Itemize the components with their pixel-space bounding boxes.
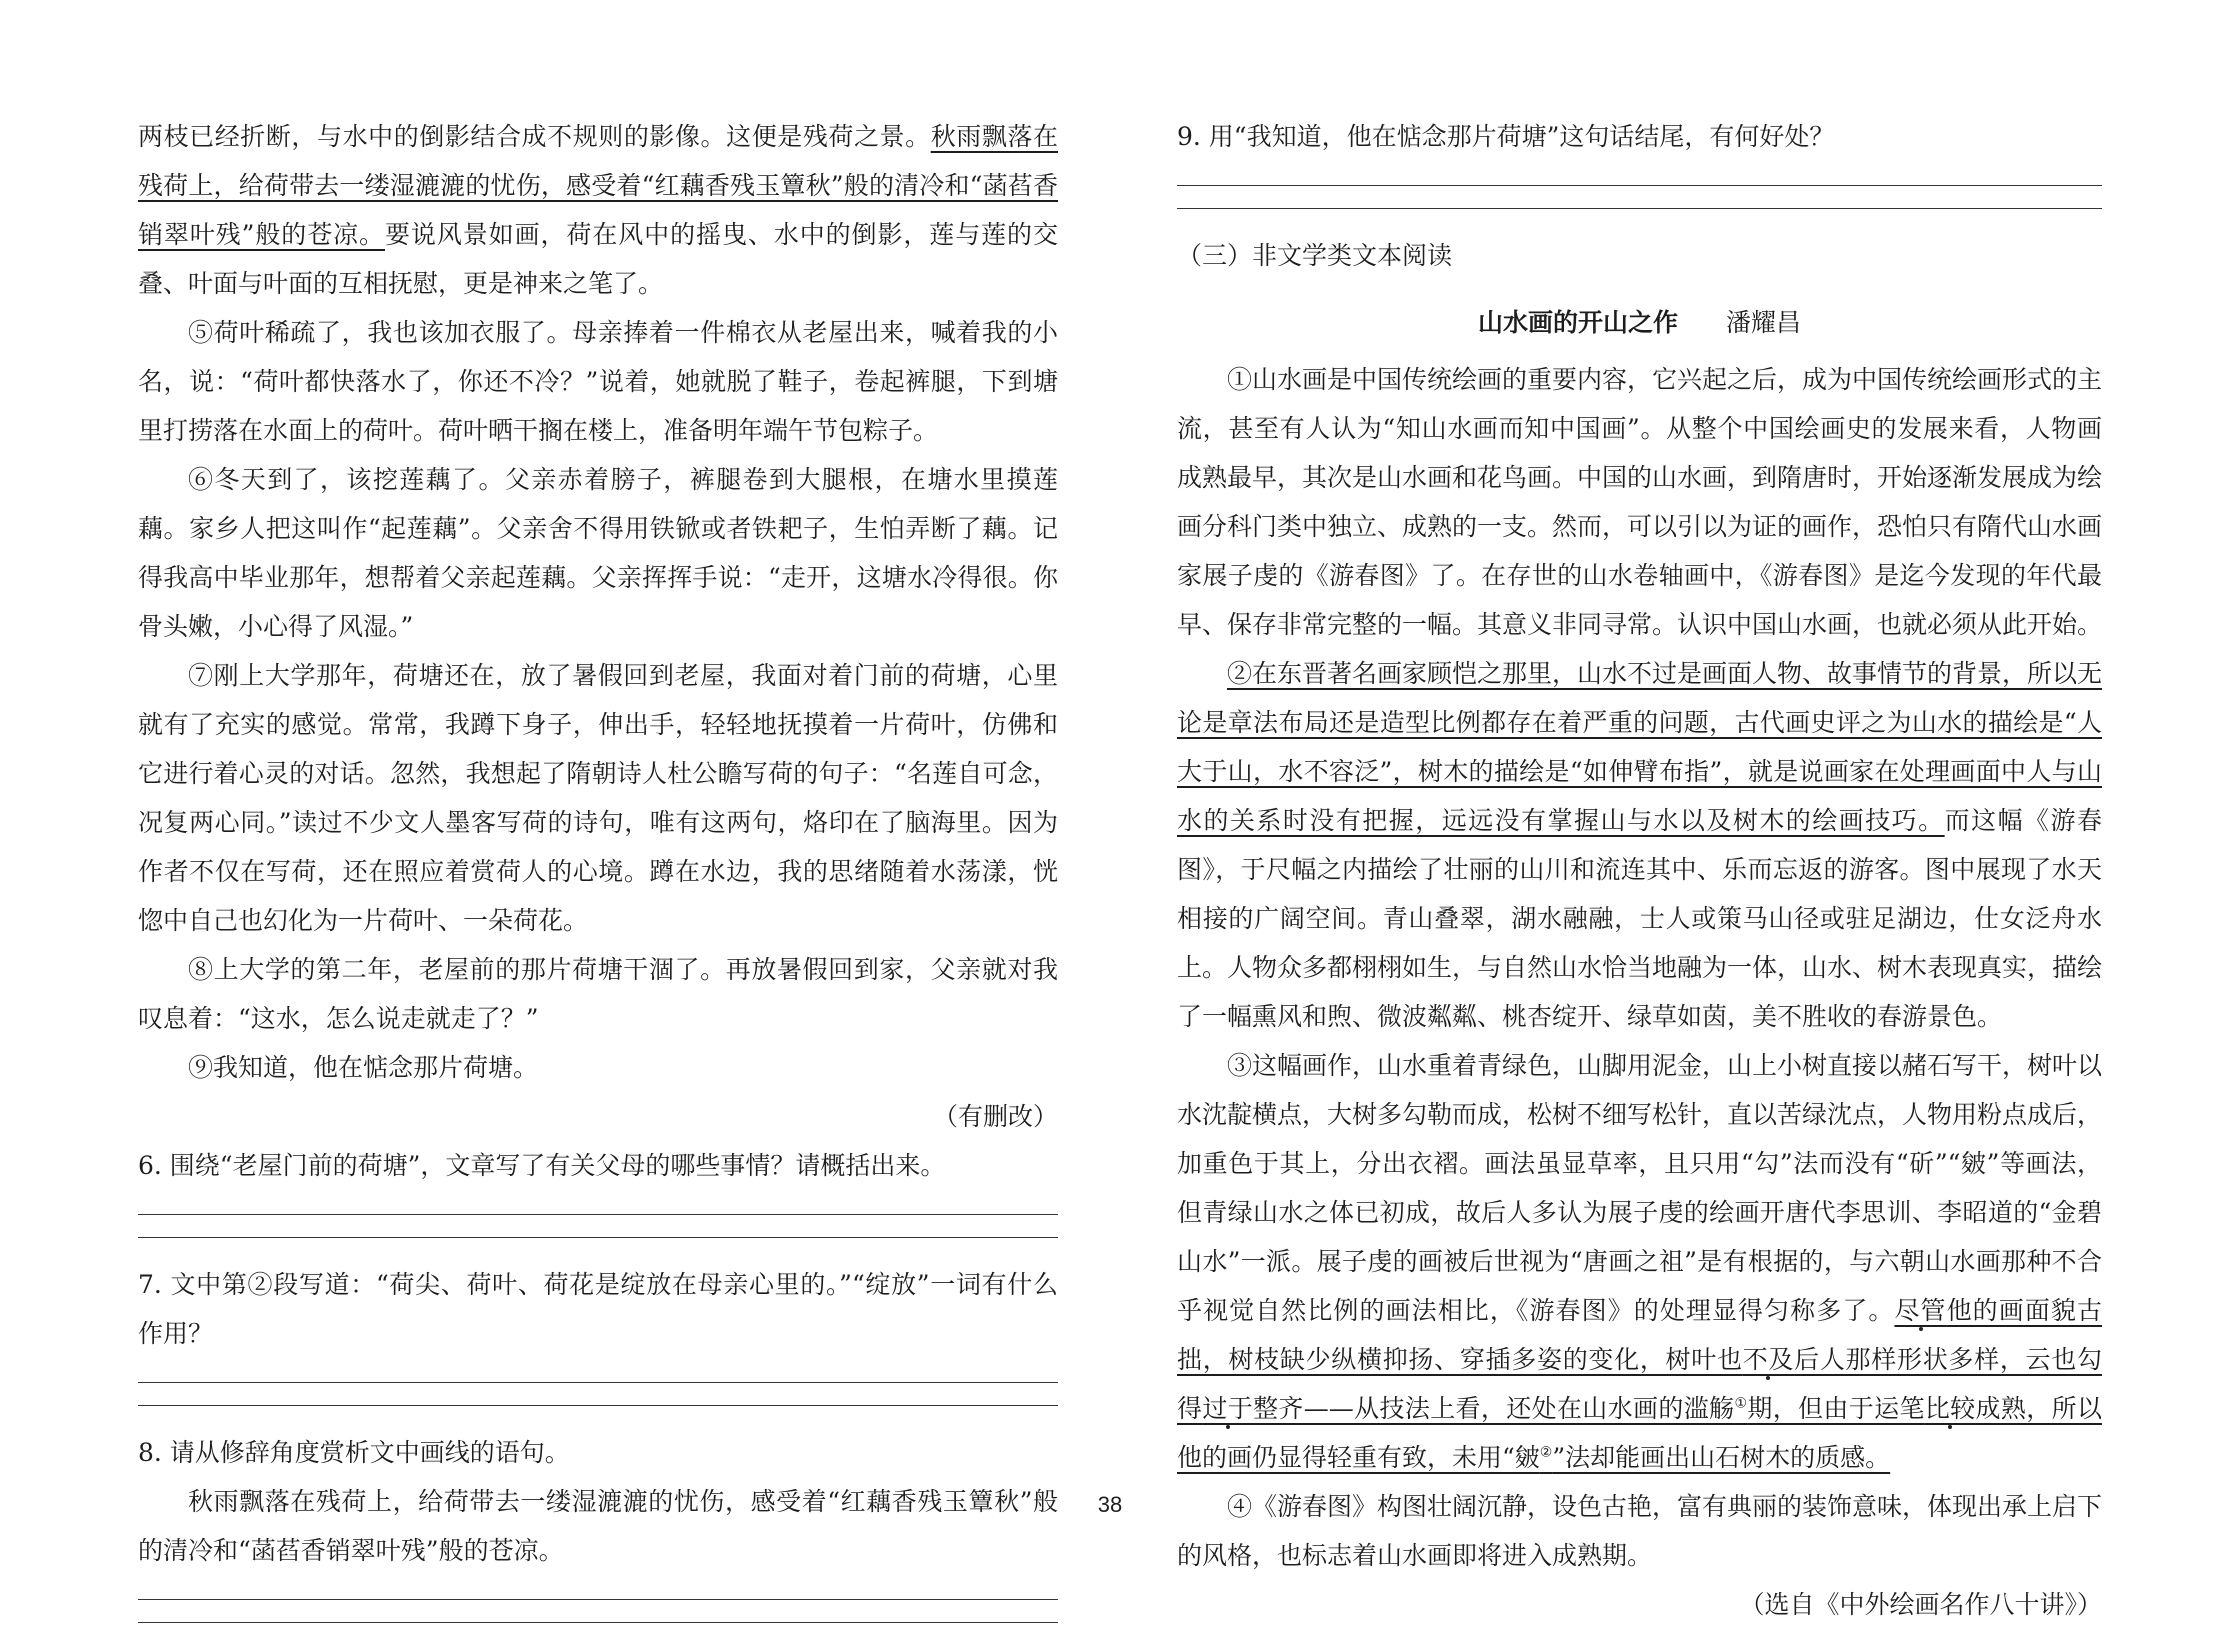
underlined-sentence: 尽管他的画面貌古拙，树枝缺少纵横抑扬、穿插多姿的变化，树叶也不及后人那样形状多样，云也勾得过于整齐——从技法上看，还处在山水画的滥觞①期，但由于运笔比较成熟，所以他的画仍显得轻重有致，未用“皴②”法却能画出山石树木的质感。 xyxy=(1177,1296,2102,1472)
dotted-word: 过于 xyxy=(1202,1394,1254,1423)
article-paragraph-2: ②在东晋著名画家顾恺之那里，山水不过是画面人物、故事情节的背景，所以无论是章法布局还是造型比例都存在着严重的问题，古代画史评之为山水的描绘是“人大于山，水不容泛”，树木的描绘是“如伸臂布指”，就是说画家在处理画面中人与山水的关系时没有把握，远远没有掌握山与水以及树木的绘画技巧。而这幅《游春图》，于尺幅之内描绘了壮丽的山川和流连其中、乐而忘返的游客。图中展现了水天相接的广阔空间。青山叠翠，湖水融融，士人或策马山径或驻足湖边，仕女泛舟水上。人物众多都栩栩如生，与自然山水恰当地融为一体，山水、树木表现真实，描绘了一幅熏风和煦、微波粼粼、桃杏绽开、绿草如茵，美不胜收的春游景色。 xyxy=(1177,659,2103,1031)
source-note: （选自《中外绘画名作八十讲》） xyxy=(1739,1590,2102,1619)
dotted-word: 尽管 xyxy=(1894,1296,1947,1325)
paragraph-8: ⑧上大学的第二年，老屋前的那片荷塘干涸了。再放暑假回到家，父亲就对我叹息着：“这水，怎么说走就走了？” xyxy=(138,955,1058,1033)
paragraph-7: ⑦刚上大学那年，荷塘还在，放了暑假回到老屋，我面对着门前的荷塘，心里就有了充实的感觉。常常，我蹲下身子，伸出手，轻轻地抚摸着一片荷叶，仿佛和它进行着心灵的对话。忽然，我想起了隋朝诗人杜公瞻写荷的句子：“名莲自可念，况复两心同。”读过不少文人墨客写荷的诗句，唯有这两句，烙印在了脑海里。因为作者不仅在写荷，还在照应着赏荷人的心境。蹲在水边，我的思绪随着水荡漾，恍惚中自己也幻化为一片荷叶、一朵荷花。 xyxy=(138,661,1058,935)
dotted-word: 不及 xyxy=(1742,1345,1795,1374)
answer-line[interactable] xyxy=(1177,185,2102,186)
underlined-sentence: 秋雨飘落在残荷上，给荷带去一缕湿漉漉的忧伤，感受着“红藕香残玉簟秋”般的清冷和“菡萏香销翠叶残”般的苍凉。 xyxy=(138,122,1058,249)
paragraph-6: ⑥冬天到了，该挖莲藕了。父亲赤着膀子，裤腿卷到大腿根，在塘水里摸莲藕。家乡人把这叫作“起莲藕”。父亲舍不得用铁锨或者铁耙子，生怕弄断了藕。记得我高中毕业那年，想帮着父亲起莲藕。父亲挥挥手说：“走开，这塘水冷得很。你骨头嫩，小心得了风湿。” xyxy=(138,465,1058,641)
article-author: 潘耀昌 xyxy=(1726,308,1802,337)
question-9: 9. 用“我知道，他在惦念那片荷塘”这句话结尾，有何好处？ xyxy=(1177,122,1835,151)
section-heading: （三）非文学类文本阅读 xyxy=(1177,241,1453,270)
paragraph-9: ⑨我知道，他在惦念那片荷塘。 xyxy=(188,1053,539,1082)
answer-line[interactable] xyxy=(1177,208,2102,209)
article-paragraph-3: ③这幅画作，山水重着青绿色，山脚用泥金，山上小树直接以赭石写干，树叶以水沈靛横点，大树多勾勒而成，松树不细写松针，直以苦绿沈点，人物用粉点成后，加重色于其上，分出衣褶。画法虽显草率，且只用“勾”法而没有“斫”“皴”等画法，但青绿山水之体已初成，故后人多认为展子虔的绘画开唐代李思训、李昭道的“金碧山水”一派。展子虔的画被后世视为“唐画之祖”是有根据的，与六朝山水画那种不合乎视觉自然比例的画法相比，《游春图》的处理显得匀称多了。尽管他的画面貌古拙，树枝缺少纵横抑扬、穿插多姿的变化，树叶也不及后人那样形状多样，云也勾得过于整齐——从技法上看，还处在山水画的滥觞①期，但由于运笔比较成熟，所以他的画仍显得轻重有致，未用“皴②”法却能画出山石树木的质感。 xyxy=(1177,1051,2103,1472)
paragraph-continued: 两枝已经折断，与水中的倒影结合成不规则的影像。这便是残荷之景。秋雨飘落在残荷上，给荷带去一缕湿漉漉的忧伤，感受着“红藕香残玉簟秋”般的清冷和“菡萏香销翠叶残”般的苍凉。要说风景如画，荷在风中的摇曳、水中的倒影，莲与莲的交叠、叶面与叶面的互相抚慰，更是神来之笔了。 xyxy=(138,122,1058,298)
answer-line[interactable] xyxy=(138,1599,1058,1600)
edit-note: （有删改） xyxy=(932,1102,1058,1131)
answer-line[interactable] xyxy=(138,1405,1058,1406)
paragraph-5: ⑤荷叶稀疏了，我也该加衣服了。母亲捧着一件棉衣从老屋出来，喊着我的小名，说：“荷叶都快落水了，你还不冷？”说着，她就脱了鞋子，卷起裤腿，下到塘里打捞落在水面上的荷叶。荷叶晒干搁在楼上，准备明年端午节包粽子。 xyxy=(138,318,1058,445)
footnote-marker: ② xyxy=(1539,1444,1553,1461)
dotted-word: 比较 xyxy=(1924,1394,1976,1423)
question-6: 6. 围绕“老屋门前的荷塘”，文章写了有关父母的哪些事情？请概括出来。 xyxy=(138,1151,946,1180)
underlined-sentence: ②在东晋著名画家顾恺之那里，山水不过是画面人物、故事情节的背景，所以无论是章法布局还是造型比例都存在着严重的问题，古代画史评之为山水的描绘是“人大于山，水不容泛”，树木的描绘是“如伸臂布指”，就是说画家在处理画面中人与山水的关系时没有把握，远远没有掌握山与水以及树木的绘画技巧。 xyxy=(1177,659,2103,835)
article-title: 山水画的开山之作 xyxy=(1477,308,1678,337)
left-column xyxy=(138,112,1058,1645)
question-8-quote: 秋雨飘落在残荷上，给荷带去一缕湿漉漉的忧伤，感受着“红藕香残玉簟秋”般的清冷和“菡萏香销翠叶残”般的苍凉。 xyxy=(138,1487,1058,1565)
answer-line[interactable] xyxy=(138,1214,1058,1215)
question-8: 8. 请从修辞角度赏析文中画线的语句。 xyxy=(138,1438,570,1467)
footnote-marker: ① xyxy=(1734,1395,1748,1412)
article-paragraph-4: ④《游春图》构图壮阔沉静，设色古艳，富有典丽的装饰意味，体现出承上启下的风格，也标志着山水画即将进入成熟期。 xyxy=(1177,1492,2103,1570)
right-column xyxy=(1177,112,2102,1629)
article-paragraph-1: ①山水画是中国传统绘画的重要内容，它兴起之后，成为中国传统绘画形式的主流，甚至有人认为“知山水画而知中国画”。从整个中国绘画史的发展来看，人物画成熟最早，其次是山水画和花鸟画。中国的山水画，到隋唐时，开始逐渐发展成为绘画分科门类中独立、成熟的一支。然而，可以引以为证的画作，恐怕只有隋代山水画家展子虔的《游春图》了。在存世的山水卷轴画中，《游春图》是迄今发现的年代最早、保存非常完整的一幅。其意义非同寻常。认识中国山水画，也就必须从此开始。 xyxy=(1177,365,2103,639)
answer-line[interactable] xyxy=(138,1382,1058,1383)
article-title-row xyxy=(1177,298,2102,347)
page-number: 38 xyxy=(1097,1492,1123,1517)
answer-line[interactable] xyxy=(138,1622,1058,1623)
question-7: 7. 文中第②段写道：“荷尖、荷叶、荷花是绽放在母亲心里的。”“绽放”一词有什么作用？ xyxy=(138,1270,1058,1348)
answer-line[interactable] xyxy=(138,1237,1058,1238)
